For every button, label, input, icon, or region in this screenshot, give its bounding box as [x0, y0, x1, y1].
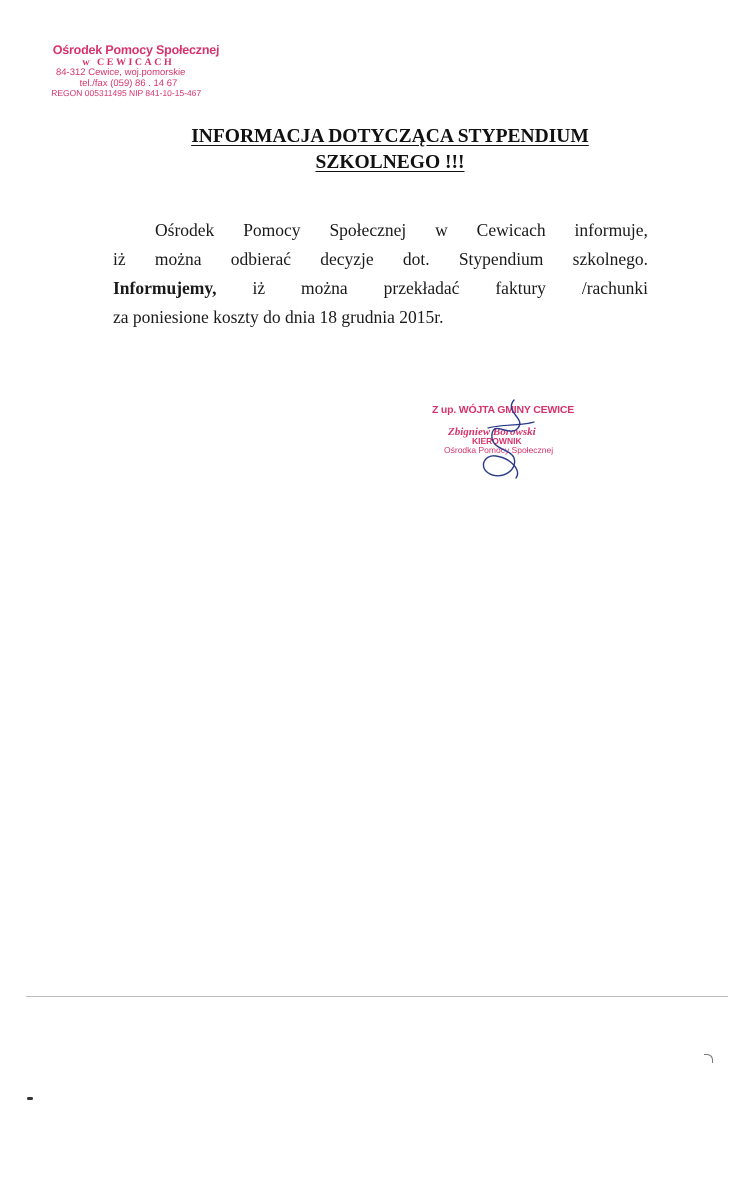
word: dot.: [402, 249, 430, 269]
word: szkolnego.: [572, 249, 648, 269]
word: informuje,: [574, 220, 648, 240]
sig-stamp-line-3: KIEROWNIK: [472, 436, 522, 446]
handwritten-signature: [418, 398, 598, 488]
sig-stamp-line-1: Z up. WÓJTA GMINY CEWICE: [432, 404, 575, 416]
word: Pomocy: [243, 220, 301, 240]
stamp-line-ids: REGON 005311495 NIP 841-10-15-467: [51, 87, 202, 98]
body-line-2: [113, 245, 648, 274]
word: w: [435, 220, 448, 240]
word: przekładać: [383, 278, 460, 298]
title-line-1: INFORMACJA DOTYCZĄCA STYPENDIUM: [191, 126, 589, 147]
stamp-line-address: 84-312 Cewice, woj.pomorskie: [55, 67, 186, 79]
word: decyzje: [320, 249, 374, 269]
word: można: [301, 278, 348, 298]
sig-stamp-line-2: Zbigniew Borowski: [448, 426, 536, 438]
word: iż: [252, 278, 266, 298]
word: /rachunki: [581, 278, 648, 298]
scan-speck: [27, 1097, 33, 1100]
sig-stamp-line-4: Ośrodka Pomocy Społecznej: [444, 445, 554, 455]
document-title: [100, 124, 680, 176]
word: Cewicach: [476, 220, 546, 240]
document-body: [113, 216, 648, 332]
stamp-line-name: Ośrodek Pomocy Społecznej: [52, 43, 220, 57]
word: Ośrodek: [155, 220, 215, 240]
stamp-line-phone: tel./fax (059) 86 . 14 67: [79, 77, 178, 89]
word: Stypendium: [458, 249, 544, 269]
word: iż: [113, 249, 126, 269]
body-line-4: za poniesione koszty do dnia 18 grudnia 2015r.: [113, 307, 444, 327]
word: faktury: [495, 278, 546, 298]
institution-stamp: [51, 44, 223, 98]
word: Społecznej: [329, 220, 407, 240]
body-line-3: [113, 274, 648, 303]
scan-mark: [704, 1054, 713, 1063]
title-line-2: SZKOLNEGO !!!: [315, 152, 465, 173]
body-line-1: [113, 216, 648, 245]
signature-stamp: [418, 398, 598, 488]
page-divider: [26, 996, 728, 997]
word: można: [154, 249, 202, 269]
stamp-line-town: w CEWICACH: [82, 56, 175, 68]
word: odbierać: [230, 249, 291, 269]
bold-word: Informujemy,: [113, 278, 217, 298]
